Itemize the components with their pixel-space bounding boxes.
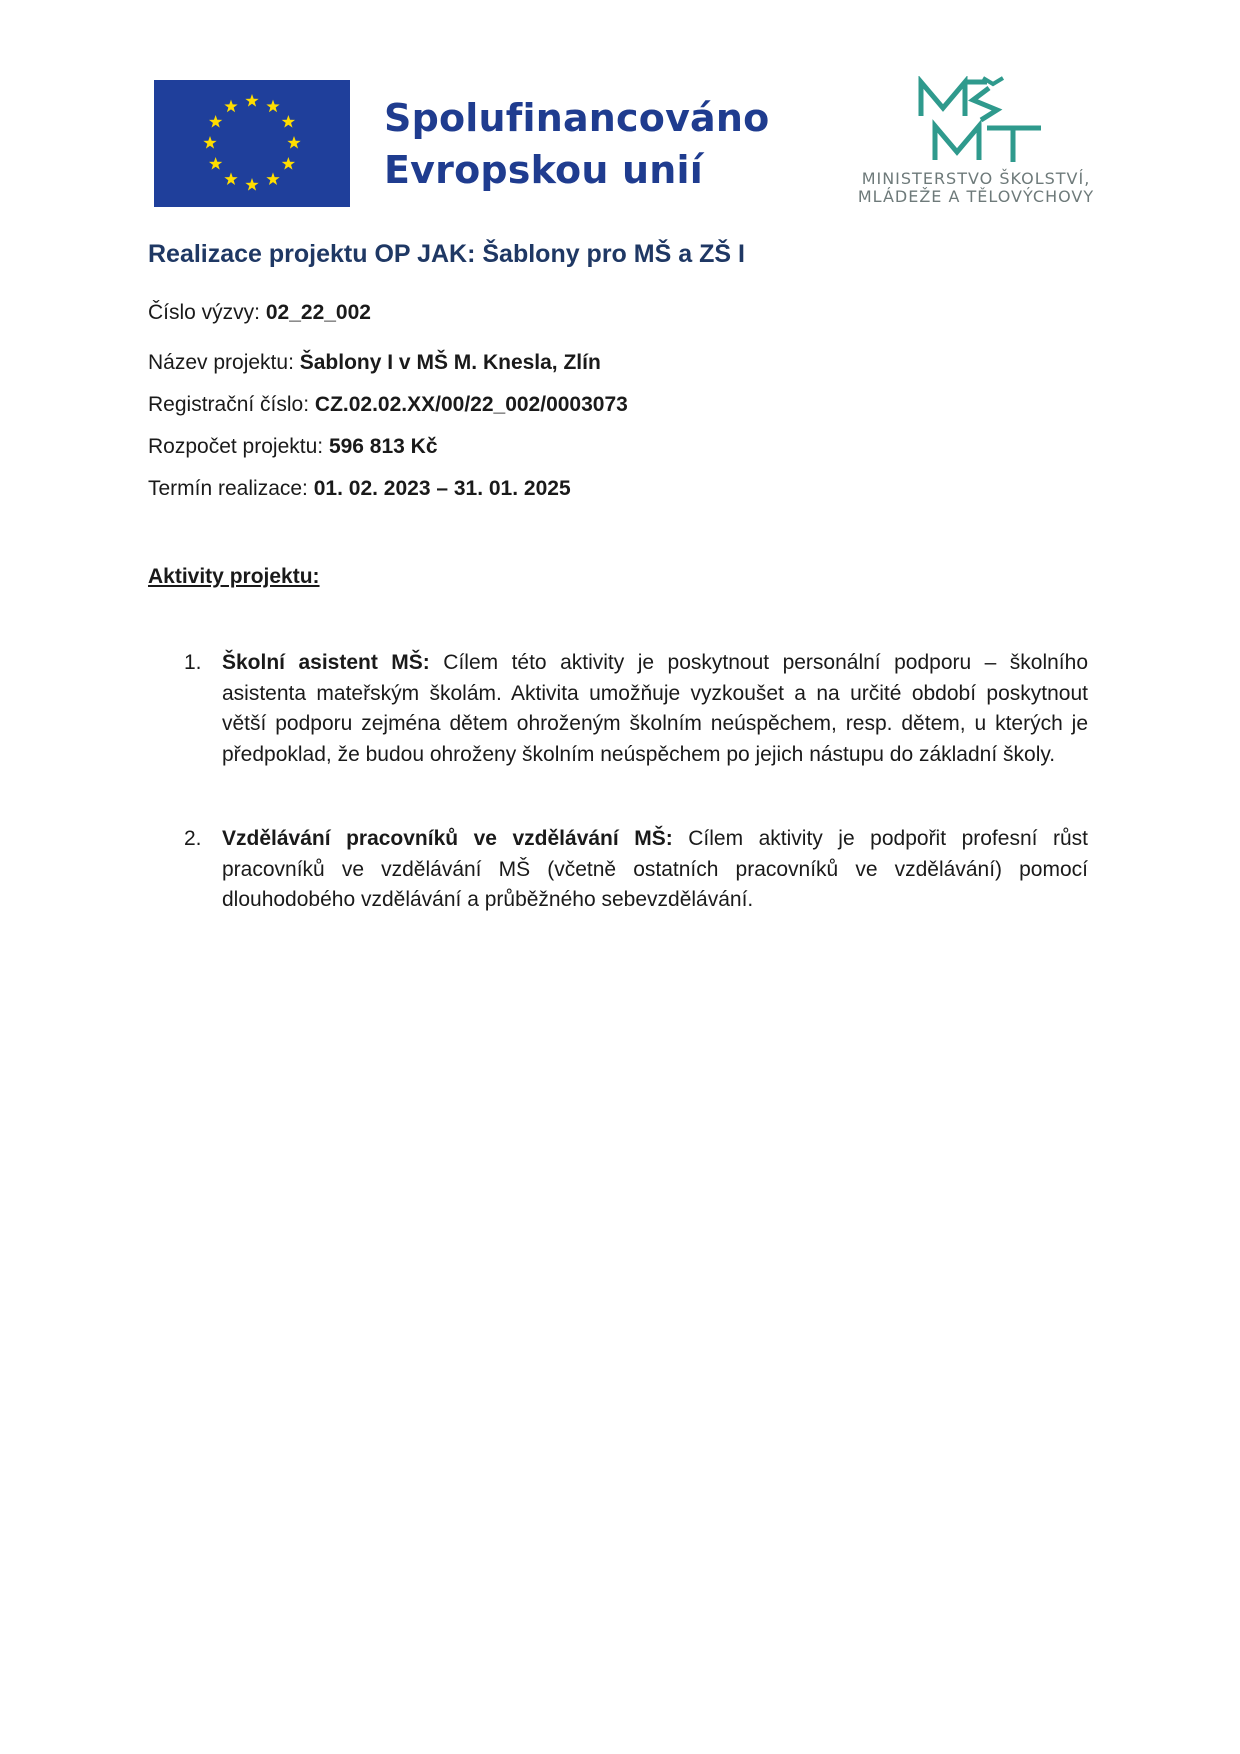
list-item-number: 1. <box>184 651 202 674</box>
activity-name: Školní asistent MŠ: <box>222 651 430 674</box>
document-title: Realizace projektu OP JAK: Šablony pro MŠ a ZŠ I <box>148 240 745 268</box>
msmt-caption-line2: MLÁDEŽE A TĚLOVÝCHOVY <box>857 187 1095 206</box>
meta-project-name <box>148 348 1088 378</box>
activities-heading: Aktivity projektu: <box>148 565 320 588</box>
meta-budget <box>148 432 1088 462</box>
eu-star-icon <box>282 157 295 170</box>
document-content <box>148 236 1088 970</box>
meta-registration-number <box>148 390 1088 420</box>
list-item <box>148 648 1088 770</box>
eu-star-icon <box>245 178 258 191</box>
eu-cofunding-logo <box>154 80 769 207</box>
meta-value: 596 813 Kč <box>328 435 438 458</box>
activity-description: Cílem této aktivity je poskytnout personální podporu – školního asistenta mateřským školám. Aktivita umožňuje vyzkoušet a na určité období poskytnout větší podporu zejména dětem ohroženým školním neúspěchem, resp. dětem, u kterých je předpoklad, že budou ohroženy školním neúspěchem po jejich nástupu do základní školy. <box>222 651 1088 766</box>
eu-star-icon <box>203 136 216 149</box>
list-item-number: 2. <box>184 827 202 850</box>
eu-star-icon <box>209 157 222 170</box>
meta-value: 01. 02. 2023 – 31. 01. 2025 <box>313 477 571 500</box>
activity-description: Cílem aktivity je podpořit profesní růst pracovníků ve vzdělávání MŠ (včetně ostatních pracovníků ve vzdělávání) pomocí dlouhodobého vzdělávání a průběžného sebevzdělávání. <box>222 827 1088 911</box>
activities-list <box>148 648 1088 916</box>
eu-star-icon <box>282 115 295 128</box>
msmt-caption-line1: MINISTERSTVO ŠKOLSTVÍ, <box>861 169 1091 188</box>
eu-logo-line2: Evropskou unií <box>384 147 703 192</box>
meta-label: Registrační číslo: <box>148 393 315 416</box>
meta-implementation-period <box>148 474 1088 504</box>
eu-star-icon <box>224 100 237 113</box>
meta-value: CZ.02.02.XX/00/22_002/0003073 <box>314 393 628 416</box>
eu-star-icon <box>209 115 222 128</box>
meta-value: 02_22_002 <box>265 301 371 324</box>
eu-flag-icon <box>154 80 350 207</box>
meta-value: Šablony I v MŠ M. Knesla, Zlín <box>299 351 601 374</box>
activity-name: Vzdělávání pracovníků ve vzdělávání MŠ: <box>222 827 673 850</box>
eu-star-icon <box>266 172 279 185</box>
meta-label: Číslo výzvy: <box>148 301 266 324</box>
eu-star-icon <box>266 100 279 113</box>
meta-label: Název projektu: <box>148 351 300 374</box>
list-item <box>148 824 1088 916</box>
eu-star-icon <box>224 172 237 185</box>
eu-logo-text <box>384 92 769 196</box>
msmt-caption <box>826 170 1126 206</box>
eu-logo-line1: Spolufinancováno <box>384 95 770 140</box>
eu-star-icon <box>287 136 300 149</box>
msmt-monogram-icon <box>901 76 1051 168</box>
eu-star-icon <box>245 94 258 107</box>
msmt-logo <box>826 76 1126 206</box>
meta-label: Termín realizace: <box>148 477 314 500</box>
meta-call-number <box>148 298 1088 328</box>
meta-label: Rozpočet projektu: <box>148 435 329 458</box>
